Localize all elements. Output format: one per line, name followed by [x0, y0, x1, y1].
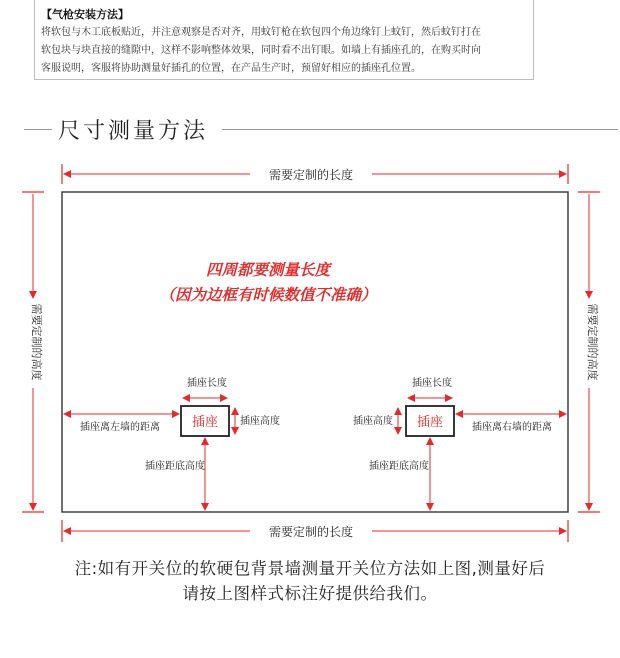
left-socket-floor-distance-label: 插座距底高度	[145, 461, 205, 472]
install-line: 将软包与木工底板贴近，并注意观察是否对齐，用蚊钉枪在软包四个角边缘钉上蚊钉，然后蚊钉打在	[41, 27, 481, 38]
left-height-dimension	[22, 192, 44, 512]
left-socket-height-label: 插座高度	[240, 416, 280, 427]
install-line: 客服说明，客服将协助测量好插孔的位置，在产品生产时，预留好相应的插座孔位置。	[41, 63, 421, 74]
footer-line-1: 注:如有开关位的软硬包背景墙测量开关位方法如上图,测量好后	[74, 559, 546, 578]
measurement-diagram	[0, 150, 620, 550]
right-socket-height-label: 插座高度	[353, 416, 393, 427]
right-socket-group	[353, 376, 566, 510]
left-socket-width-label: 插座长度	[187, 378, 227, 389]
top-length-label: 需要定制的长度	[268, 168, 354, 182]
right-socket-label: 插座	[416, 415, 444, 430]
note-line-1: 四周都要测量长度	[205, 261, 331, 279]
top-length-dimension	[62, 164, 568, 184]
install-title: 【气枪安装方法】	[41, 8, 129, 21]
left-socket-label: 插座	[191, 415, 219, 430]
right-height-label: 需要定制的高度	[586, 303, 599, 381]
install-method-box	[34, 0, 534, 80]
bottom-length-dimension	[62, 520, 568, 542]
right-socket-side-distance-label: 插座离右墙的距离	[472, 422, 552, 433]
install-line: 软包块与块直接的缝隙中，这样不影响整体效果，同时看不出钉眼。如墙上有插座孔的，在购买时向	[41, 45, 481, 56]
header-divider-left	[24, 129, 52, 130]
bottom-length-label: 需要定制的长度	[268, 525, 354, 539]
header-divider-right	[222, 129, 618, 130]
install-text	[41, 24, 527, 78]
right-socket-width-label: 插座长度	[412, 378, 452, 389]
note-line-2: （因为边框有时候数值不准确）	[159, 286, 377, 304]
right-height-dimension	[578, 192, 600, 512]
section-header	[0, 114, 620, 144]
left-socket-group	[64, 376, 280, 510]
right-socket-floor-distance-label: 插座距底高度	[369, 461, 429, 472]
left-height-label: 需要定制的高度	[30, 303, 43, 381]
footer-line-2: 请按上图样式标注好提供给我们。	[182, 584, 438, 603]
wall-frame	[62, 192, 568, 512]
left-socket-side-distance-label: 插座离左墙的距离	[80, 422, 160, 433]
footer-note	[0, 556, 620, 606]
section-title: 尺寸测量方法	[58, 119, 209, 144]
